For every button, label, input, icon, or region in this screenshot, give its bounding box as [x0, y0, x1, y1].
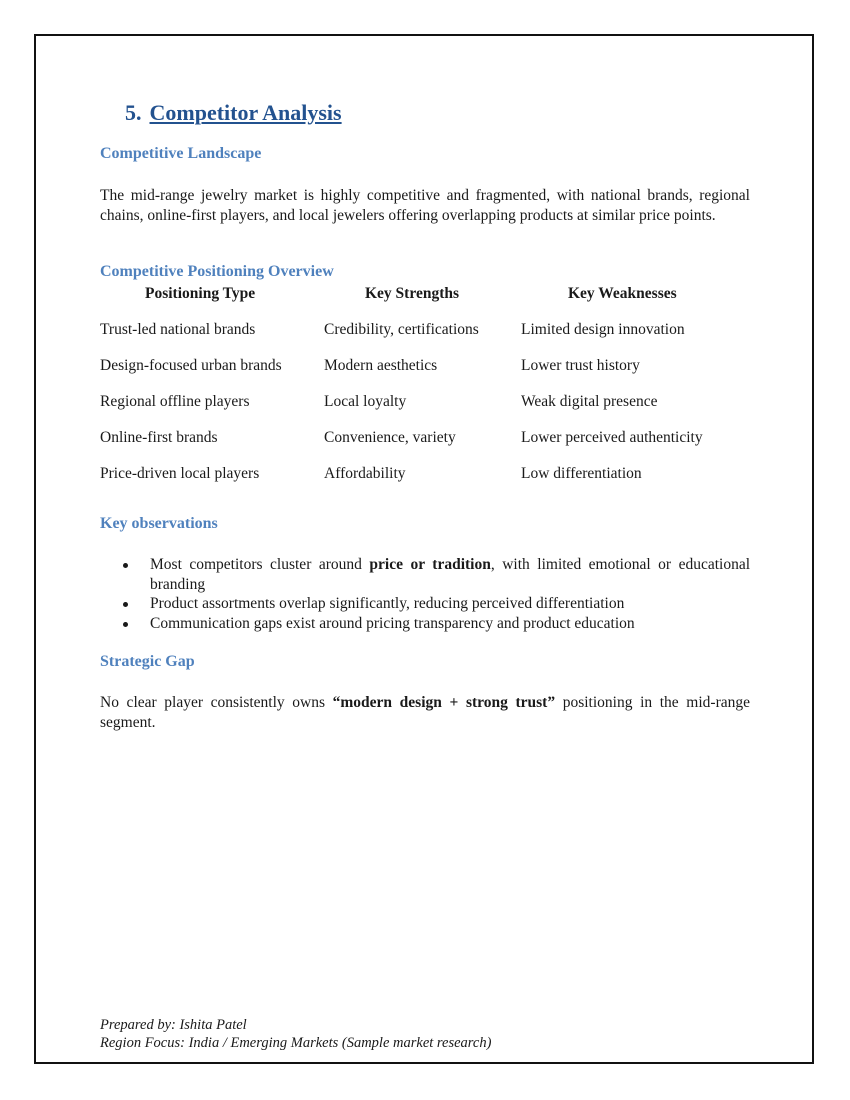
- column-header: Key Strengths: [365, 285, 460, 302]
- table-cell: Trust-led national brands: [100, 321, 256, 338]
- table-cell: Online-first brands: [100, 429, 218, 446]
- competitive-landscape-heading: Competitive Landscape: [100, 145, 262, 162]
- section-heading: [125, 100, 342, 126]
- table-cell: Lower perceived authenticity: [521, 429, 703, 446]
- table-row: [100, 393, 750, 413]
- table-cell: Affordability: [324, 465, 406, 482]
- column-header: Key Weaknesses: [568, 285, 677, 302]
- emphasis-text: price or tradition: [369, 556, 491, 573]
- table-cell: Local loyalty: [324, 393, 407, 410]
- observations-list: [100, 555, 750, 633]
- table-cell: Price-driven local players: [100, 465, 260, 482]
- table-row: [100, 357, 750, 377]
- table-cell: Low differentiation: [521, 465, 642, 482]
- table-row: [100, 429, 750, 449]
- table-cell: Limited design innovation: [521, 321, 685, 338]
- table-cell: Weak digital presence: [521, 393, 658, 410]
- table-row: [100, 321, 750, 341]
- bullet-icon: [123, 602, 128, 607]
- landscape-paragraph: The mid-range jewelry market is highly competitive and fragmented, with national brands, regional chains, online-first players, and local jewelers offering overlapping products at similar price points.: [100, 187, 750, 224]
- list-item: Most competitors cluster around price or tradition, with limited emotional or educational branding: [100, 555, 750, 594]
- strategic-gap-paragraph: No clear player consistently owns “modern design + strong trust” positioning in the mid-range segment.: [100, 694, 750, 731]
- table-cell: Credibility, certifications: [324, 321, 479, 338]
- emphasis-text: “modern design + strong trust”: [332, 694, 556, 711]
- table-row: [100, 465, 750, 485]
- prepared-by-note: Prepared by: Ishita Patel: [100, 1017, 247, 1033]
- bullet-icon: [123, 563, 128, 568]
- table-cell: Regional offline players: [100, 393, 250, 410]
- column-header: Positioning Type: [145, 285, 256, 302]
- table-cell: Design-focused urban brands: [100, 357, 282, 374]
- section-title: Competitor Analysis: [149, 100, 342, 125]
- positioning-overview-heading: Competitive Positioning Overview: [100, 263, 334, 280]
- list-item: Product assortments overlap significantly, reducing perceived differentiation: [100, 594, 750, 614]
- section-number: 5.: [125, 100, 142, 125]
- key-observations-heading: Key observations: [100, 515, 218, 532]
- strategic-gap-heading: Strategic Gap: [100, 653, 195, 670]
- list-item: Communication gaps exist around pricing transparency and product education: [100, 614, 750, 634]
- region-focus-note: Region Focus: India / Emerging Markets (Sample market research): [100, 1035, 492, 1051]
- bullet-icon: [123, 622, 128, 627]
- table-cell: Modern aesthetics: [324, 357, 438, 374]
- table-cell: Lower trust history: [521, 357, 640, 374]
- table-cell: Convenience, variety: [324, 429, 456, 446]
